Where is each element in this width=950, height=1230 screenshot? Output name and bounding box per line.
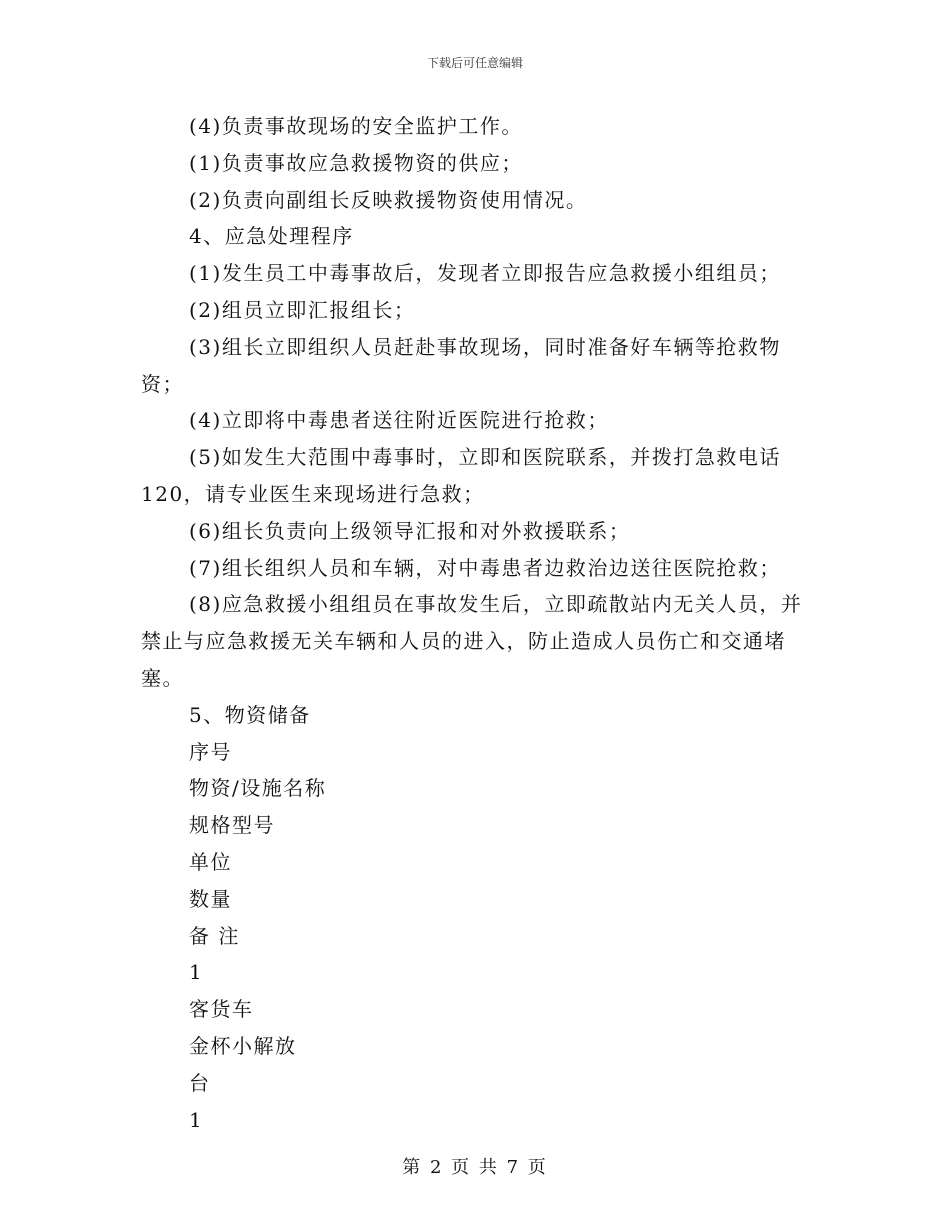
body-paragraph: (7)组长组织人员和车辆，对中毒患者边救治边送往医院抢救； bbox=[189, 555, 781, 580]
table-cell-text: 规格型号 bbox=[189, 813, 275, 838]
body-paragraph: (6)组长负责向上级领导汇报和对外救援联系； bbox=[189, 518, 631, 543]
page-number-footer: 第 2 页 共 7 页 bbox=[402, 1157, 548, 1178]
body-paragraph: (3)组长立即组织人员赶赴事故现场，同时准备好车辆等抢救物资； bbox=[141, 334, 781, 396]
table-cell-text: 1 bbox=[189, 960, 204, 985]
table-cell-text: 单位 bbox=[189, 849, 232, 874]
table-cell-text: 台 bbox=[189, 1070, 211, 1095]
body-paragraph: (8)应急救援小组组员在事故发生后，立即疏散站内无关人员，并禁止与应急救援无关车辆和人员的进入，防止造成人员伤亡和交通堵塞。 bbox=[141, 592, 803, 690]
table-cell-text: 客货车 bbox=[189, 997, 254, 1022]
table-cell-text: 数量 bbox=[189, 886, 232, 911]
table-cell-text: 金杯小解放 bbox=[189, 1033, 297, 1058]
section-heading: 5、物资储备 bbox=[189, 702, 311, 727]
table-cell-text: 序号 bbox=[189, 739, 232, 764]
table-cell-text: 物资/设施名称 bbox=[189, 776, 327, 801]
body-paragraph: (4)立即将中毒患者送往附近医院进行抢救； bbox=[189, 408, 609, 433]
body-paragraph: (5)如发生大范围中毒事时，立即和医院联系，并拨打急救电话120，请专业医生来现场进行急救； bbox=[141, 445, 781, 506]
table-cell-text: 1 bbox=[189, 1107, 204, 1132]
section-heading: 4、应急处理程序 bbox=[189, 224, 354, 249]
page-header: 下载后可任意编辑 bbox=[426, 56, 523, 70]
document-body bbox=[141, 108, 811, 1138]
body-paragraph: (2)负责向副组长反映救援物资使用情况。 bbox=[189, 187, 588, 212]
body-paragraph: (1)发生员工中毒事故后，发现者立即报告应急救援小组组员； bbox=[189, 261, 781, 286]
body-paragraph: (1)负责事故应急救援物资的供应； bbox=[189, 150, 523, 175]
table-cell-text: 备 注 bbox=[189, 923, 240, 948]
body-paragraph: (2)组员立即汇报组长； bbox=[189, 297, 416, 322]
body-paragraph: (4)负责事故现场的安全监护工作。 bbox=[189, 114, 523, 138]
